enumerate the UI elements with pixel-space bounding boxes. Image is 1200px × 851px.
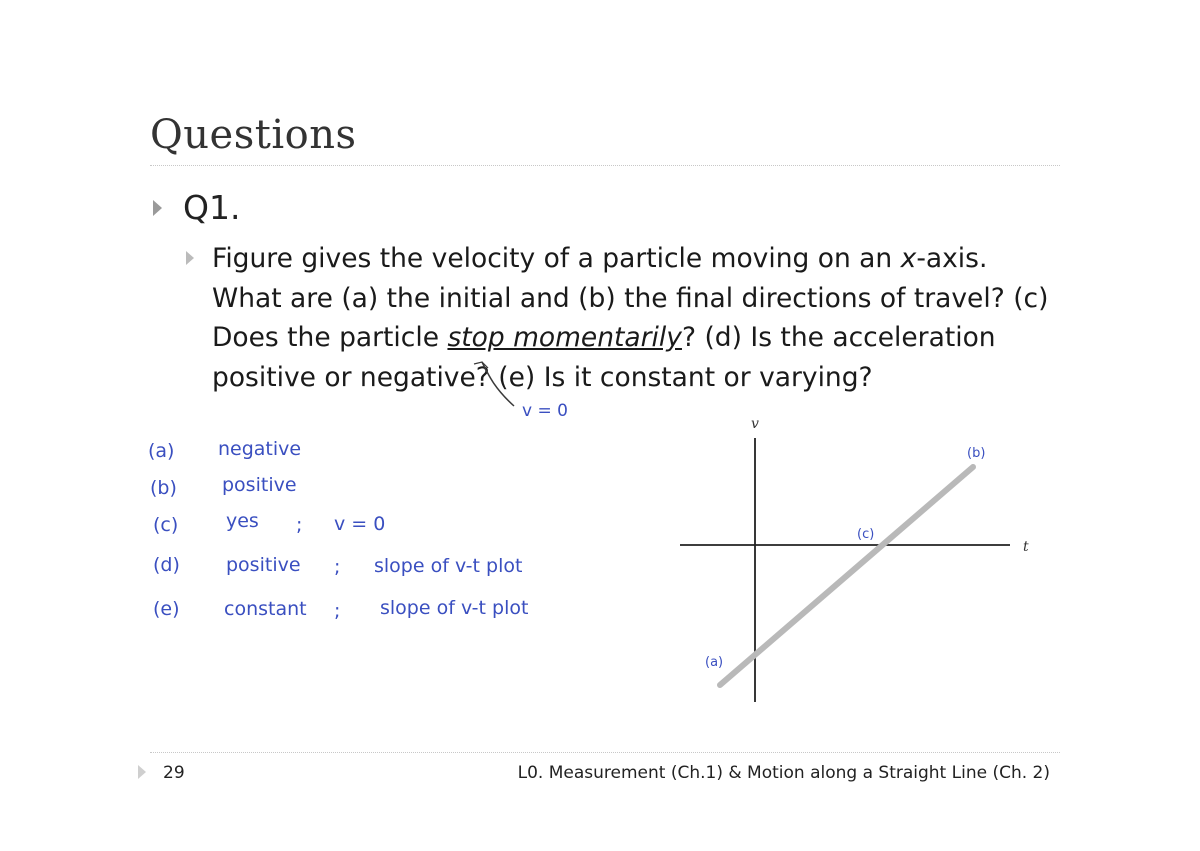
footer-arrow-icon <box>138 765 146 779</box>
velocity-time-graph <box>675 410 1040 710</box>
answer-d-note: slope of v-t plot <box>374 555 523 577</box>
answer-c-separator: ; <box>296 514 303 536</box>
answer-label-a: (a) <box>148 440 175 462</box>
v-zero-note: v = 0 <box>522 401 568 421</box>
answer-e-separator: ; <box>334 600 341 622</box>
answer-d: positive <box>226 554 301 576</box>
answer-label-d: (d) <box>153 554 180 576</box>
question-text-x: x <box>900 243 917 274</box>
answer-a: negative <box>218 438 302 460</box>
answer-c-note: v = 0 <box>334 513 386 535</box>
slide-title: Questions <box>150 112 357 158</box>
question-heading: Q1. <box>183 188 241 227</box>
answer-d-separator: ; <box>334 556 341 578</box>
bullet-arrow-icon <box>153 200 162 216</box>
course-footer: L0. Measurement (Ch.1) & Motion along a Straight Line (Ch. 2) <box>517 763 1050 783</box>
point-label-c: (c) <box>857 527 875 542</box>
velocity-line <box>720 467 973 685</box>
answer-e: constant <box>224 598 307 620</box>
point-label-b: (b) <box>967 446 986 461</box>
question-text-part1: Figure gives the velocity of a particle moving on an <box>212 243 901 274</box>
answer-b: positive <box>222 474 297 496</box>
answer-label-c: (c) <box>153 514 179 536</box>
footer-divider <box>150 752 1060 753</box>
answer-label-e: (e) <box>153 598 180 620</box>
v-axis-label: v <box>751 416 759 432</box>
answer-label-b: (b) <box>150 477 177 499</box>
point-label-a: (a) <box>705 655 724 670</box>
question-text-part3: -axis. What are (a) the initial and (b) the final directions of travel? (c) Does the particle <box>212 243 1049 353</box>
pointer-stroke <box>482 362 514 406</box>
sub-bullet-arrow-icon <box>186 251 194 265</box>
question-text-stop-momentarily: stop momentarily <box>447 322 682 353</box>
title-divider <box>150 165 1060 166</box>
answer-c: yes <box>226 510 259 532</box>
pointer-hook <box>474 362 488 368</box>
t-axis-label: t <box>1023 539 1029 555</box>
answer-e-note: slope of v-t plot <box>380 597 529 619</box>
question-text-part5: ? (d) Is the acceleration positive or negative? (e) Is it constant or varying? <box>212 322 996 393</box>
question-text <box>212 239 1062 397</box>
page-number: 29 <box>163 763 185 783</box>
